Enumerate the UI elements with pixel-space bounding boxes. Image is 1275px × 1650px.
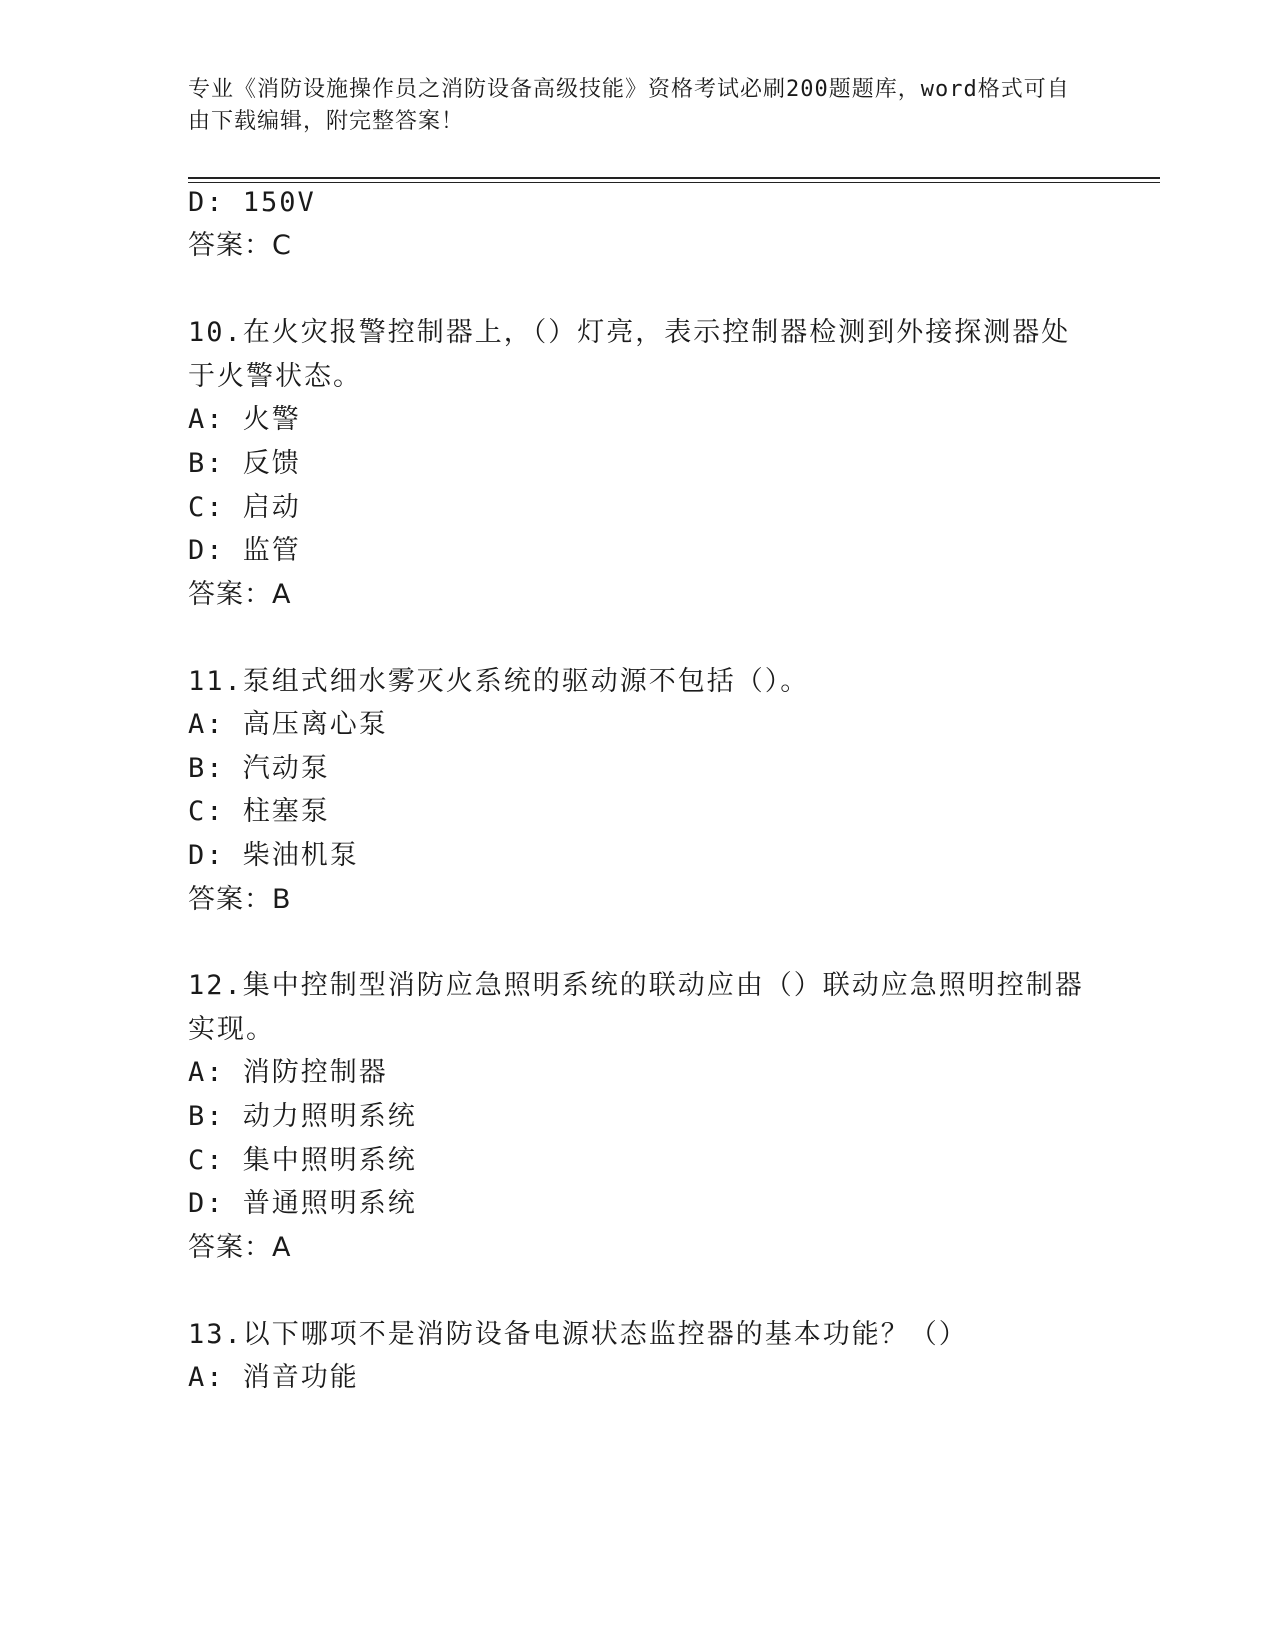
option-b: B: 动力照明系统: [188, 1101, 417, 1132]
option-a: A: 消音功能: [188, 1362, 359, 1393]
option-a: A: 高压离心泵: [188, 709, 388, 740]
option-a: A: 消防控制器: [188, 1057, 388, 1088]
header-divider-thick: [188, 177, 1160, 179]
header-divider-thin: [188, 182, 1160, 183]
answer-line: 答案：B: [188, 884, 292, 915]
answer-line: 答案：C: [188, 230, 292, 261]
page-header-title: 专业《消防设施操作员之消防设备高级技能》资格考试必刷200题题库，word格式可自由下载编辑，附完整答案！: [188, 77, 1070, 134]
option-c: C: 集中照明系统: [188, 1145, 417, 1176]
answer-line: 答案：A: [188, 579, 292, 610]
option-d: D: 监管: [188, 535, 301, 566]
option-d: D: 150V: [188, 187, 316, 218]
option-a: A: 火警: [188, 404, 301, 435]
option-d: D: 柴油机泵: [188, 840, 359, 871]
option-c: C: 柱塞泵: [188, 796, 330, 827]
question-13-stem: 13.以下哪项不是消防设备电源状态监控器的基本功能？（）: [188, 1319, 968, 1350]
option-b: B: 反馈: [188, 448, 301, 479]
question-12-stem: 12.集中控制型消防应急照明系统的联动应由（）联动应急照明控制器: [188, 970, 1084, 1001]
option-d: D: 普通照明系统: [188, 1188, 417, 1219]
question-10-stem-cont: 于火警状态。: [188, 361, 362, 392]
answer-line: 答案：A: [188, 1232, 292, 1263]
question-10-stem: 10.在火灾报警控制器上，（）灯亮，表示控制器检测到外接探测器处: [188, 317, 1071, 348]
question-12-stem-cont: 实现。: [188, 1014, 275, 1045]
option-c: C: 启动: [188, 492, 301, 523]
question-11-stem: 11.泵组式细水雾灭火系统的驱动源不包括（）。: [188, 666, 810, 697]
option-b: B: 汽动泵: [188, 753, 330, 784]
